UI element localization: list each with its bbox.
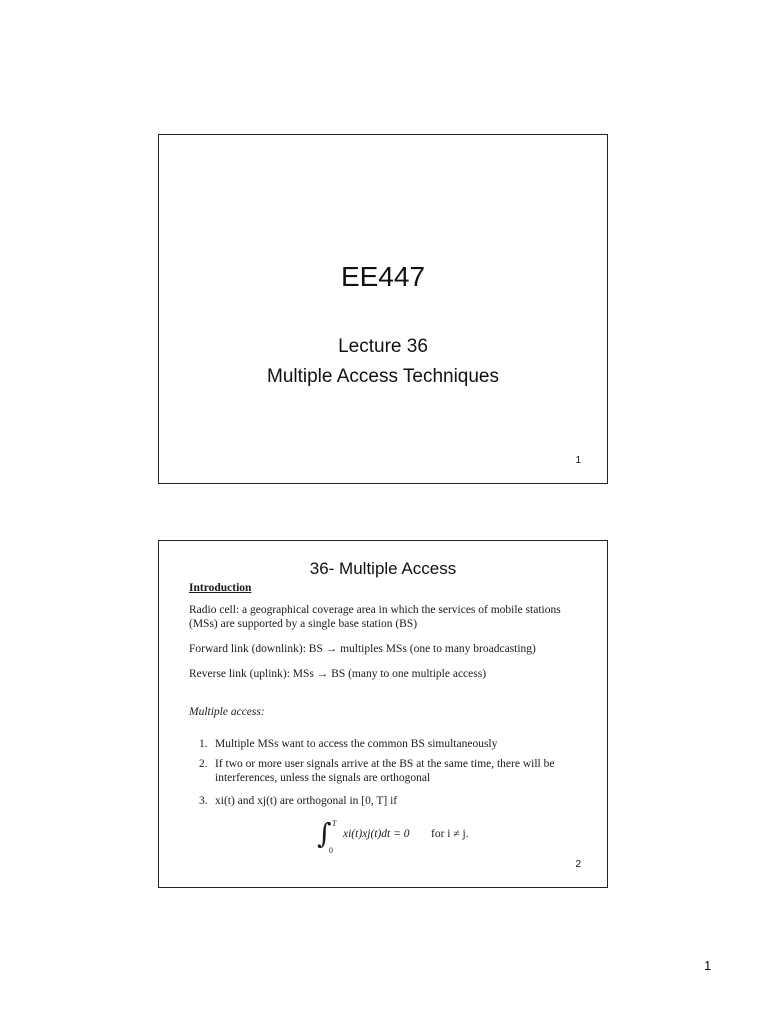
forward-link-definition: Forward link (downlink): BS → multiples MSs (one to many broadcasting): [189, 643, 536, 655]
radio-cell-definition: Radio cell: a geographical coverage area in which the services of mobile stations (MSs) are supported by a single base station (BS): [189, 604, 561, 630]
slide-2-title: 36- Multiple Access: [309, 559, 457, 578]
formula-expression: xi(t)xj(t)dt = 0: [343, 828, 410, 840]
integral-sign: ∫: [317, 817, 332, 850]
multiple-access-label: Multiple access:: [189, 706, 265, 718]
reverse-link-definition: Reverse link (uplink): MSs → BS (many to one multiple access): [189, 668, 487, 680]
slide-2-number: 2: [575, 859, 581, 870]
slide-1-number: 1: [575, 455, 581, 466]
list-item: [199, 794, 591, 808]
slide-1-subtitle-line-2: Multiple Access Techniques: [267, 366, 499, 387]
orthogonality-formula: [317, 817, 537, 853]
list-item-number: 2.: [199, 758, 208, 770]
introduction-heading: Introduction: [189, 582, 252, 594]
slide-1-title: EE447: [340, 261, 426, 292]
list-item-text: xi(t) and xj(t) are orthogonal in [0, T] if: [215, 795, 398, 807]
formula-condition: for i ≠ j.: [431, 828, 469, 840]
list-item: [199, 737, 591, 751]
page-number: 1: [704, 958, 712, 973]
list-item-text: If two or more user signals arrive at the BS at the same time, there will be interferences, unless the signals are orthogonal: [215, 758, 555, 784]
integral-lower-limit: 0: [329, 846, 333, 855]
slide-1: [158, 134, 608, 484]
list-item-number: 3.: [199, 795, 208, 807]
slide-2: [158, 540, 608, 888]
list-item: [199, 757, 591, 785]
list-item-text: Multiple MSs want to access the common BS simultaneously: [215, 738, 498, 750]
integral-upper-limit: T: [332, 819, 337, 828]
list-item-number: 1.: [199, 738, 208, 750]
slide-1-subtitle-line-1: Lecture 36: [338, 336, 428, 357]
